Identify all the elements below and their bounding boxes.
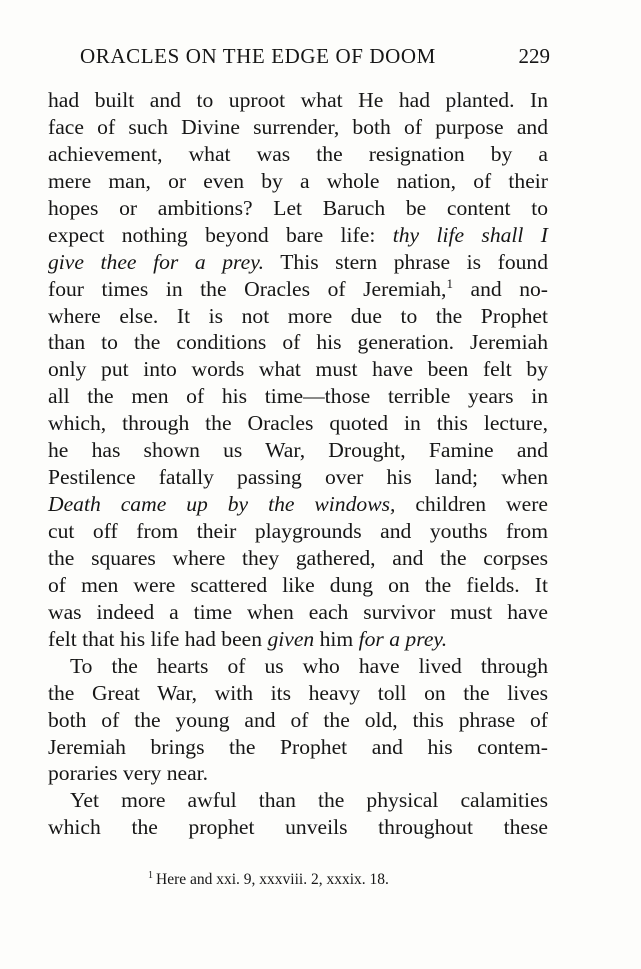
text-run: him (314, 626, 359, 651)
text-line (48, 626, 548, 653)
footnote (148, 871, 389, 889)
page-number: 229 (518, 44, 550, 68)
text-line: all the men of his time—those terrible years in (48, 384, 548, 409)
italic-quote: given (267, 626, 315, 651)
text-line: mere man, or even by a whole nation, of their (48, 168, 548, 193)
footnote-reference: 1 (446, 275, 453, 291)
text-line: had built and to uproot what He had planted. In (48, 88, 548, 112)
italic-quote: Death came up by the windows, (48, 492, 396, 517)
text-line: which, through the Oracles quoted in this lecture, (48, 411, 548, 436)
text-line: Yet more awful than the physical calamities (70, 788, 548, 813)
text-line (48, 491, 548, 518)
text-line (48, 276, 548, 303)
text-run: four times in the Oracles of Jeremiah, (48, 276, 447, 301)
text-line: Jeremiah brings the Prophet and his contem- (48, 734, 548, 759)
text-run: children were (395, 492, 548, 517)
italic-quote: give thee for a prey. (48, 249, 265, 274)
text-run: felt that his life had been (48, 626, 268, 651)
footnote-mark: 1 (148, 870, 153, 881)
running-title: ORACLES ON THE EDGE OF DOOM (80, 44, 436, 68)
body-text (48, 87, 548, 841)
text-line: face of such Divine surrender, both of purpose and (48, 114, 548, 139)
text-line: of men were scattered like dung on the fields. It (48, 572, 548, 597)
text-run: This stern phrase is found (264, 249, 549, 274)
text-line: hopes or ambitions? Let Baruch be content to (48, 195, 548, 220)
text-line: the squares where they gathered, and the corpses (48, 545, 548, 570)
footnote-text: Here and xxi. 9, xxxviii. 2, xxxix. 18. (156, 871, 389, 888)
text-run: and no- (452, 276, 548, 301)
text-line: poraries very near. (48, 761, 209, 786)
text-line (48, 222, 548, 249)
running-head (80, 44, 550, 69)
text-line: Pestilence fatally passing over his land; when (48, 465, 548, 490)
text-line: which the prophet unveils throughout these (48, 815, 548, 840)
italic-quote: thy life shall I (392, 222, 548, 247)
text-line: achievement, what was the resignation by a (48, 141, 548, 166)
text-line: To the hearts of us who have lived through (70, 653, 548, 678)
text-line: was indeed a time when each survivor must have (48, 599, 548, 624)
text-line: only put into words what must have been felt by (48, 357, 548, 382)
text-line: cut off from their playgrounds and youths from (48, 519, 548, 543)
text-line: than to the conditions of his generation. Jeremiah (48, 330, 548, 355)
text-line: the Great War, with its heavy toll on the lives (48, 680, 548, 705)
text-line (48, 249, 548, 276)
text-run: expect nothing beyond bare life: (48, 222, 393, 247)
text-line: both of the young and of the old, this phrase of (48, 707, 548, 732)
text-line: where else. It is not more due to the Prophet (48, 303, 548, 328)
text-line: he has shown us War, Drought, Famine and (48, 438, 548, 463)
italic-quote: for a prey. (358, 626, 448, 651)
